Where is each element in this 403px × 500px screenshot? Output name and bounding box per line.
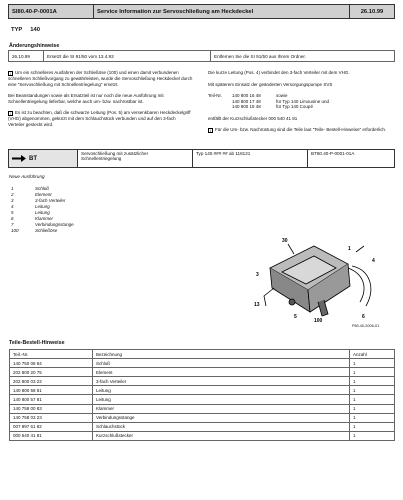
part-number-list: [208, 93, 395, 110]
table-row: 202 800 20 75 Element 1: [10, 368, 395, 377]
type-label: TYP: [11, 27, 23, 33]
callout-label: 4: [372, 258, 375, 264]
info-left-p1: Um ein schnelleres Ausfahren der Schließöse (100) und einen damit verbundenen schnelleren Schließvorgang zu gewährleisten, wurde die Servoschließung Heckdeckel durch eine "Servoschließung mit Schnellentriegelung" ersetzt.: [8, 70, 193, 87]
info-left-column: [8, 70, 193, 139]
lock-assembly-illustration: [252, 232, 382, 322]
bt-reference: BT80.40-P-0001-01A: [311, 151, 355, 156]
note-icon: i: [208, 128, 213, 133]
note-icon: i: [8, 111, 13, 116]
doc-id: SI80.40-P-0001A: [9, 5, 94, 18]
changes-date: 26.10.99: [9, 51, 44, 61]
info-right-p1: Die kurze Leitung (Pos. 4) verbindet den 3-fach Verteiler mit dem VHG.: [208, 70, 350, 75]
callout-label: 30: [282, 238, 288, 244]
callout-label: 100: [314, 318, 323, 322]
table-row: 140 758 03 23 Verbindungsstange 1: [10, 413, 395, 422]
part-number: 140 800 16 48: [232, 93, 261, 98]
table-row: 140 758 00 83 Klammer 1: [10, 404, 395, 413]
bt-label-cell: [9, 150, 78, 167]
bt-description: Servoschließung mit zusätzlicher Schnellentriegelung: [78, 150, 193, 167]
part-number: 140 800 17 48: [232, 98, 261, 104]
part-number-desc: für Typ 140 Coupé: [276, 104, 313, 109]
part-number-desc: sowie: [276, 93, 288, 98]
doc-date: 26.10.99: [360, 8, 384, 15]
table-row: 140 800 58 81 Leitung 1: [10, 386, 395, 395]
wrench-icon: [12, 155, 26, 162]
changes-table: [8, 50, 395, 62]
legend-item: 7 Verbindungsstange: [11, 222, 74, 227]
parts-table: [9, 349, 395, 441]
legend-item: 6 Klammer: [11, 216, 54, 221]
info-right-p3: entfällt der Kurzschlußstecker 000 540 41 81: [208, 115, 298, 121]
info-left-p2: Bei Beanstandungen sowie als Ersatzteil ist nur noch die neue Ausführung mit Schnellentriegelung lieferbar, welche auch um- bzw. nachrüstbar ist.: [8, 93, 164, 104]
legend-item: 100 Schließöse: [11, 228, 58, 233]
legend-item: 5 Leitung: [11, 210, 50, 215]
part-number-label: Teil-Nr.: [208, 93, 223, 98]
callout-label: 1: [348, 246, 351, 252]
callout-label: 13: [254, 302, 260, 308]
info-right-column: [208, 70, 395, 139]
legend-item: 4 Leitung: [11, 204, 50, 209]
callout-label: 6: [362, 314, 365, 320]
info-right-p4: Für die Um- bzw. Nachrüstung sind die Teile laut "Teile- Bestell-Hinweise" erforderlich.: [215, 127, 387, 132]
changes-heading: Änderungshinweise: [9, 43, 60, 49]
bt-row: [8, 149, 395, 168]
bt-label: BT: [29, 155, 37, 162]
parts-heading: Teile-Bestell-Hinweise: [9, 340, 65, 346]
note-icon: i: [8, 71, 13, 76]
legend-heading: Neue Ausführung: [9, 174, 45, 179]
legend-item: 3 3-fach Verteiler: [11, 198, 66, 203]
figure-id: P80.40-2006-01: [352, 324, 380, 328]
changes-removed: Entfernen Sie die SI 91/50 aus Ihrem Ordner.: [214, 53, 306, 59]
legend-list: [8, 186, 395, 234]
document-header: [8, 4, 395, 19]
type-value: 140: [30, 27, 40, 33]
type-line: [11, 27, 395, 33]
parts-table-header: Teil.-Nr. Bezeichnung Anzahl: [10, 350, 395, 359]
info-text: [8, 70, 395, 139]
table-row: 007 997 61 82 Schlauchstück 1: [10, 422, 395, 431]
part-number-desc: für Typ 140 Limousine und: [276, 98, 329, 104]
part-number: 140 800 18 48: [232, 104, 261, 109]
info-left-p3: Es ist zu beachten, daß die schwarze Leitung (Pos. 5) am versenkbaren Heckdeckelgriff (VHG) abgenommen, gekürzt mit dem Schlauchstück verbunden und auf den 3-fach Verteiler gesteckt wird.: [8, 110, 191, 127]
doc-title: Service Information zur Servoschließung am Heckdeckel: [94, 5, 350, 18]
table-row: 202 800 03 22 3-fach Verteiler 1: [10, 377, 395, 386]
table-row: 140 750 08 84 Schloß 1: [10, 359, 395, 368]
table-row: 000 540 41 81 Kurzschlußstecker 1: [10, 431, 395, 440]
changes-replaces: Ersetzt die SI 91/50 vom 13.4.93: [44, 51, 211, 61]
legend-item: 2 Element: [11, 192, 52, 197]
callout-label: 3: [256, 272, 259, 278]
callout-label: 5: [294, 314, 297, 320]
service-document: [8, 4, 395, 234]
legend-item: 1 Schloß: [11, 186, 50, 191]
bt-type: Typ 140.### ## ab 118121: [193, 150, 308, 167]
table-row: 140 800 57 81 Leitung 1: [10, 395, 395, 404]
info-right-p2: Mit späterem Einsatz der geänderten Versorgungspumpe SVS: [208, 81, 333, 87]
